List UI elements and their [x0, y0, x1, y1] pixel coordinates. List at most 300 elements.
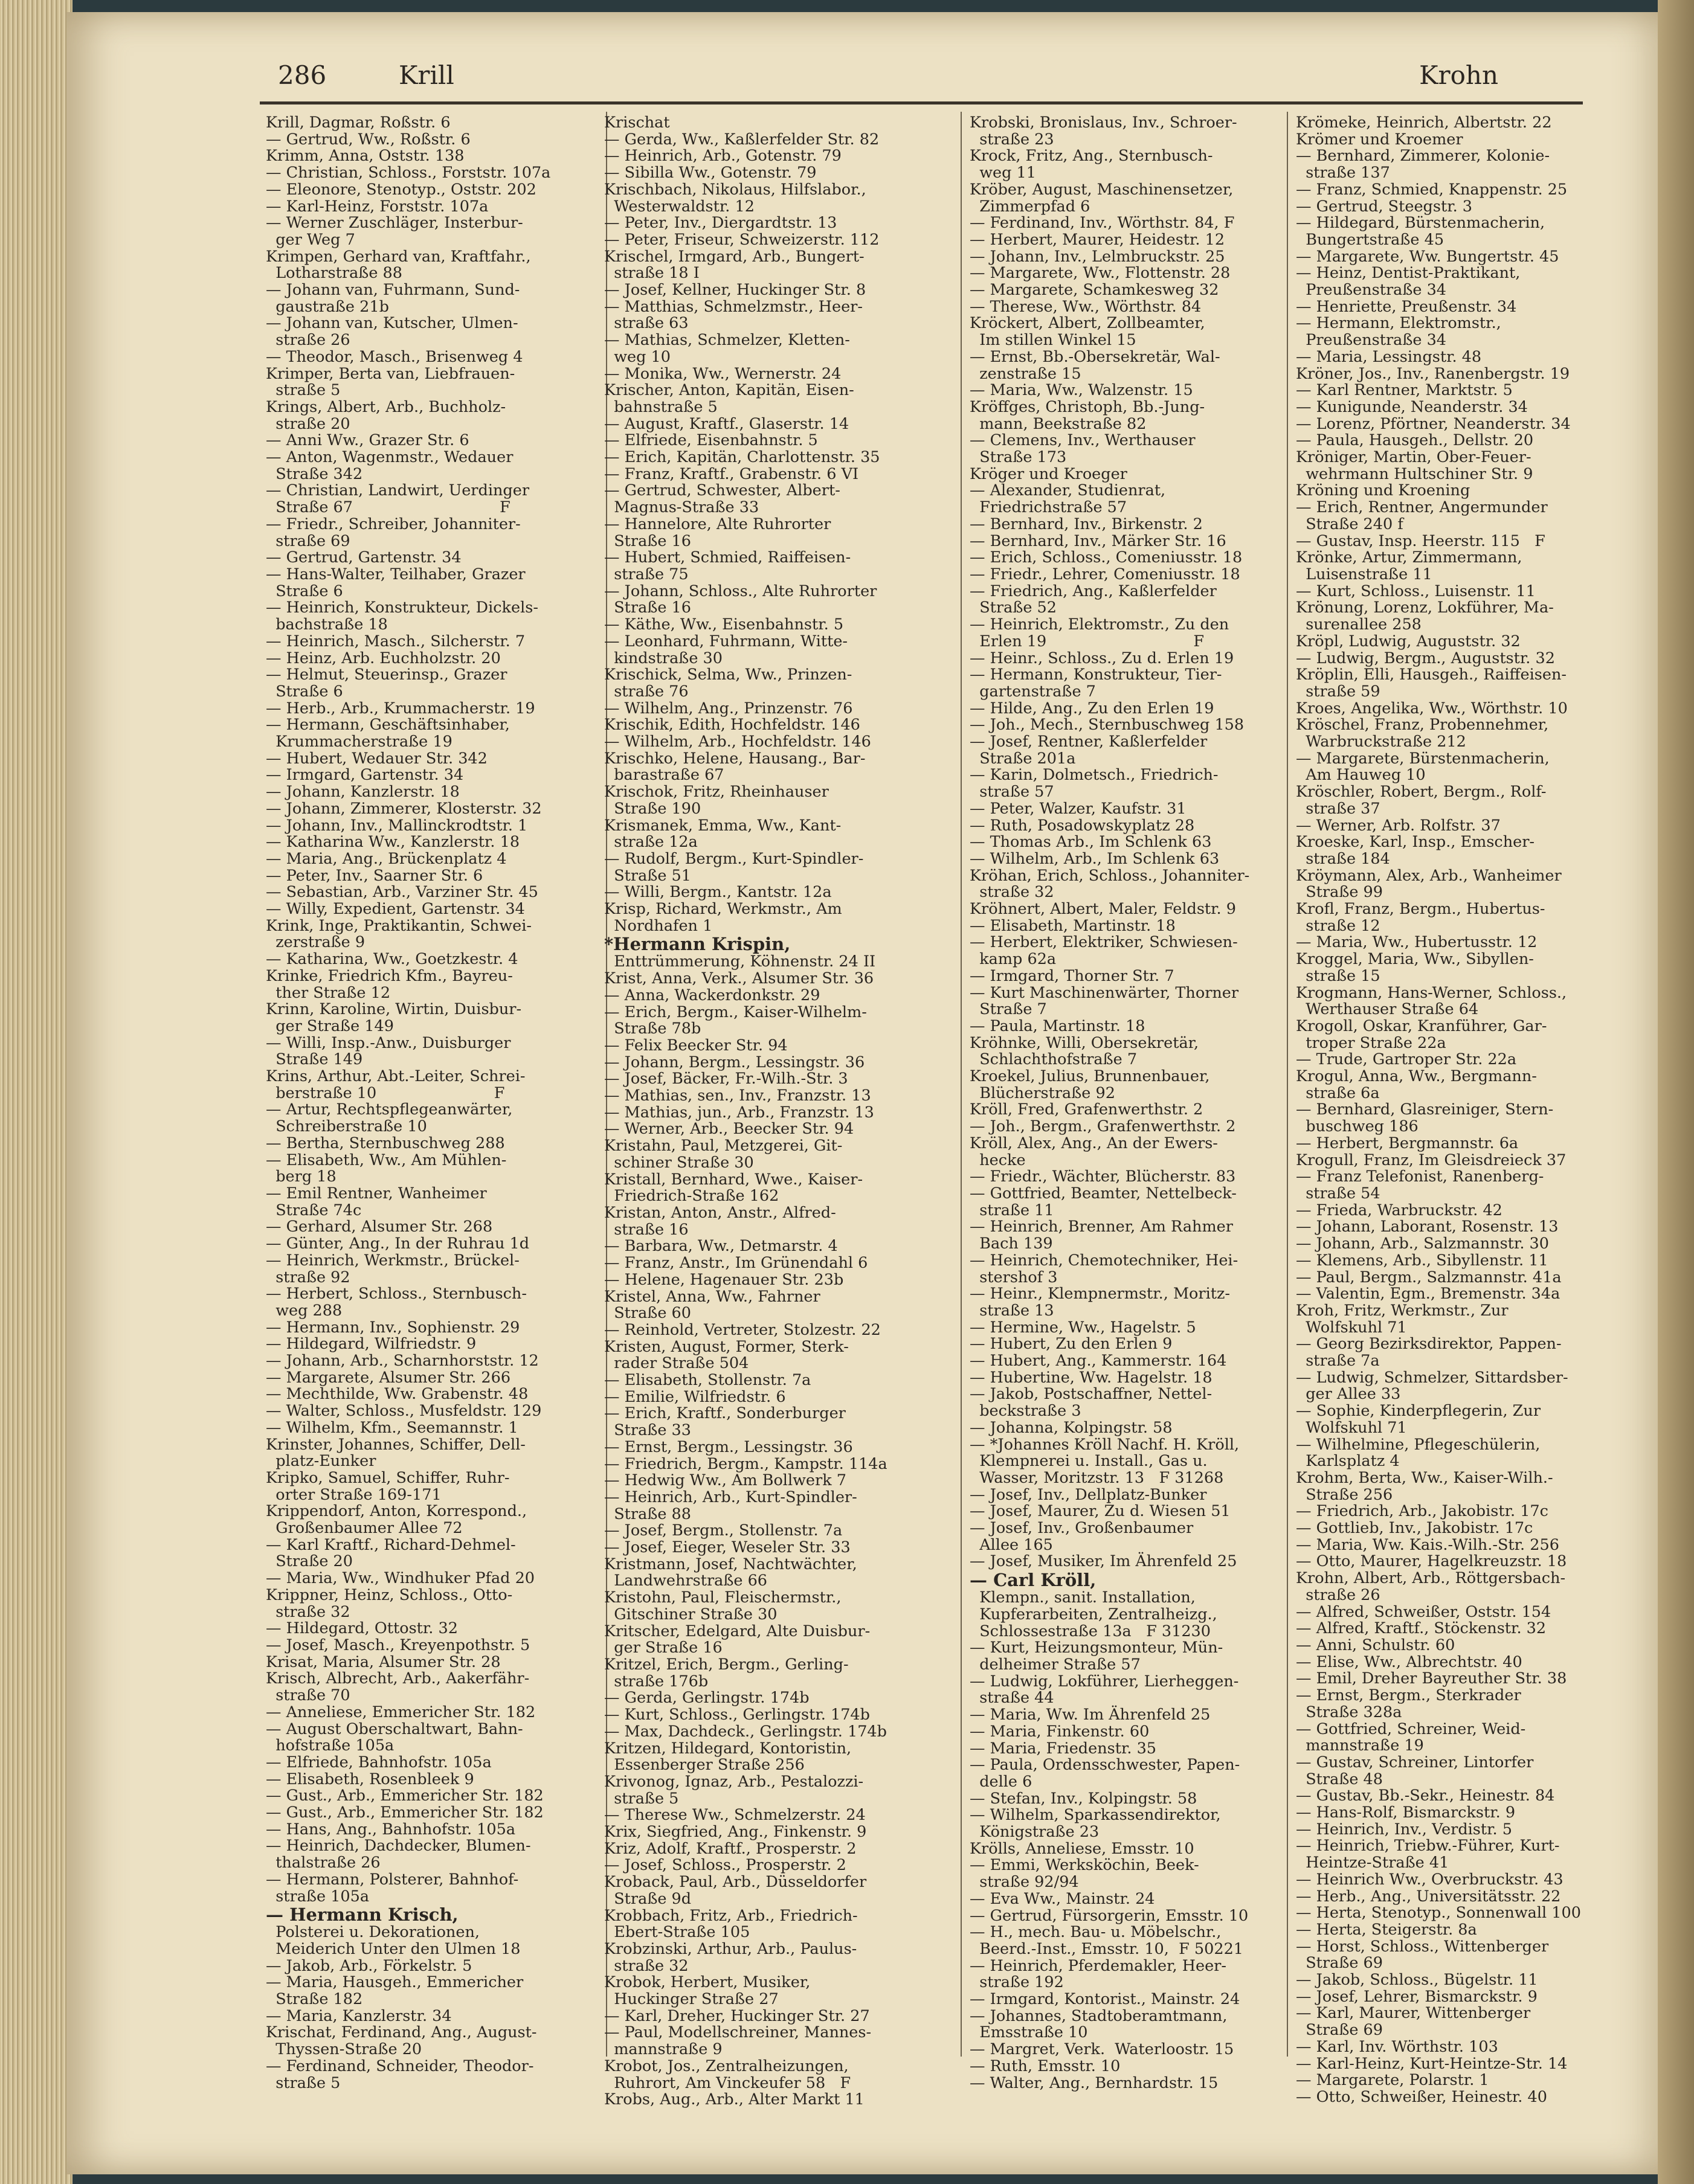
directory-entry: — Irmgard, Kontorist., Mainstr. 24	[970, 1990, 1240, 2009]
directory-entry: Straße 78b	[604, 1020, 701, 1038]
directory-entry: Straße 182	[266, 1990, 363, 2009]
directory-entry: — Monika, Ww., Wernerstr. 24	[604, 364, 842, 383]
directory-entry: Kröhnke, Willi, Obersekretär,	[970, 1033, 1199, 1052]
directory-entry: Krink, Inge, Praktikantin, Schwei-	[266, 916, 532, 935]
directory-entry: straße 13	[970, 1301, 1054, 1320]
directory-entry: — Hermann, Geschäftsinhaber,	[266, 716, 510, 734]
directory-entry: — Maria, Ww. Im Ährenfeld 25	[970, 1706, 1211, 1724]
directory-entry: — Eleonore, Stenotyp., Oststr. 202	[266, 180, 536, 199]
directory-entry: Ebert-Straße 105	[604, 1923, 750, 1942]
directory-entry: — Heinr., Klempnermstr., Moritz-	[970, 1285, 1231, 1303]
directory-entry: — Ferdinand, Schneider, Theodor-	[266, 2057, 534, 2075]
directory-entry: — Margarete, Bürstenmacherin,	[1296, 749, 1550, 768]
directory-entry: Blücherstraße 92	[970, 1084, 1115, 1102]
directory-entry: mannstraße 9	[604, 2040, 723, 2059]
directory-entry: — Josef, Kellner, Huckinger Str. 8	[604, 281, 866, 300]
directory-entry: Kröning und Kroening	[1296, 481, 1470, 500]
directory-entry: Krobs, Aug., Arb., Alter Markt 11	[604, 2090, 865, 2109]
directory-entry: — Max, Dachdeck., Gerlingstr. 174b	[604, 1722, 887, 1741]
directory-entry: Kröner, Jos., Inv., Ranenbergstr. 19	[1296, 364, 1570, 383]
directory-entry: Krischick, Selma, Ww., Prinzen-	[604, 666, 852, 684]
directory-entry: — Heinrich, Arb., Gotenstr. 79	[604, 147, 842, 165]
directory-entry: Karlsplatz 4	[1296, 1452, 1400, 1471]
directory-entry: delheimer Straße 57	[970, 1655, 1141, 1674]
directory-entry: straße 16	[604, 1220, 689, 1239]
directory-entry: — Heinrich, Arb., Kurt-Spindler-	[604, 1488, 857, 1506]
directory-entry: — Hildegard, Bürstenmacherin,	[1296, 214, 1545, 233]
directory-entry: — August, Kraftf., Glaserstr. 14	[604, 414, 849, 433]
directory-entry: — Gertrud, Fürsorgerin, Emsstr. 10	[970, 1906, 1249, 1925]
directory-entry: Krönke, Artur, Zimmermann,	[1296, 548, 1522, 567]
directory-entry: straße 59	[1296, 682, 1380, 701]
directory-entry: — Klemens, Arb., Sibyllenstr. 11	[1296, 1251, 1548, 1270]
directory-entry: thalstraße 26	[266, 1854, 381, 1872]
directory-entry: Bungertstraße 45	[1296, 230, 1444, 249]
directory-entry: — Ernst, Bergm., Lessingstr. 36	[604, 1437, 853, 1456]
directory-entry: — Gertrud, Steegstr. 3	[1296, 197, 1473, 216]
directory-entry: — Heinz, Arb. Euchholzstr. 20	[266, 649, 501, 667]
directory-entry: — Heinz, Dentist-Praktikant,	[1296, 264, 1521, 283]
directory-entry: — Katharina, Ww., Goetzkestr. 4	[266, 950, 518, 969]
directory-entry: — Ludwig, Lokführer, Lierheggen-	[970, 1672, 1239, 1691]
directory-entry: Straße 342	[266, 464, 363, 483]
directory-entry: — Anna, Wackerdonkstr. 29	[604, 986, 820, 1004]
directory-entry: — Karl-Heinz, Kurt-Heintze-Str. 14	[1296, 2054, 1568, 2073]
directory-entry: — Karl Rentner, Marktstr. 5	[1296, 381, 1513, 400]
directory-entry: — Hilde, Ang., Zu den Erlen 19	[970, 699, 1214, 718]
directory-entry: — Gustav, Bb.-Sekr., Heinestr. 84	[1296, 1787, 1555, 1805]
directory-entry: Straße 33	[604, 1421, 691, 1440]
directory-entry: — Erich, Kapitän, Charlottenstr. 35	[604, 448, 880, 467]
directory-entry: — Horst, Schloss., Wittenberger	[1296, 1937, 1549, 1956]
directory-entry: — Helmut, Steuerinsp., Grazer	[266, 666, 507, 684]
directory-entry: — Ferdinand, Inv., Wörthstr. 84, F	[970, 214, 1235, 233]
directory-entry: straße 12	[1296, 916, 1380, 935]
directory-entry: Straße 6	[266, 682, 343, 701]
directory-entry: zenstraße 15	[970, 364, 1081, 383]
directory-entry: Straße 69	[1296, 2021, 1383, 2040]
directory-entry: — Kurt, Schloss., Luisenstr. 11	[1296, 582, 1536, 600]
directory-entry: — Josef, Inv., Dellplatz-Bunker	[970, 1485, 1207, 1504]
directory-entry: — Paul, Modellschreiner, Mannes-	[604, 2023, 872, 2042]
directory-entry: Kröplin, Elli, Hausgeh., Raiffeisen-	[1296, 666, 1567, 684]
directory-entry: — Josef, Maurer, Zu d. Wiesen 51	[970, 1502, 1231, 1521]
directory-entry: Zimmerpfad 6	[970, 197, 1090, 216]
directory-entry: — Werner, Arb., Beecker Str. 94	[604, 1120, 854, 1139]
directory-entry: — Karl-Heinz, Forststr. 107a	[266, 197, 489, 216]
directory-entry: Straße 7	[970, 1000, 1047, 1019]
directory-entry: — Maria, Ww., Hubertusstr. 12	[1296, 933, 1538, 952]
directory-entry: ther Straße 12	[266, 983, 391, 1002]
directory-entry: — Josef, Inv., Großenbaumer	[970, 1519, 1194, 1538]
directory-entry: — Johann, Schloss., Alte Ruhrorter	[604, 582, 877, 600]
directory-entry: — Josef, Bergm., Stollenstr. 7a	[604, 1521, 843, 1540]
directory-entry: — Hubert, Zu den Erlen 9	[970, 1335, 1173, 1354]
directory-entry: — Hannelore, Alte Ruhrorter	[604, 515, 831, 533]
directory-entry: — Karl, Inv. Wörthstr. 103	[1296, 2037, 1498, 2056]
directory-entry: gaustraße 21b	[266, 297, 389, 316]
directory-entry: — Therese Ww., Schmelzerstr. 24	[604, 1806, 866, 1825]
directory-entry: — Irmgard, Gartenstr. 34	[266, 766, 464, 785]
directory-entry: — Hildegard, Wilfriedstr. 9	[266, 1335, 477, 1354]
directory-entry: straße 20	[266, 414, 350, 433]
directory-entry: straße 54	[1296, 1184, 1380, 1203]
directory-entry: Straße 67 F	[266, 498, 510, 517]
directory-entry: — Gerhard, Alsumer Str. 268	[266, 1218, 493, 1236]
directory-entry: Kritzen, Hildegard, Kontoristin,	[604, 1739, 852, 1758]
directory-entry: — Therese, Ww., Wörthstr. 84	[970, 297, 1202, 316]
directory-entry: — Alfred, Kraftf., Stöckenstr. 32	[1296, 1619, 1547, 1638]
directory-entry: — Emil Rentner, Wanheimer	[266, 1184, 487, 1203]
directory-entry: — Henriette, Preußenstr. 34	[1296, 297, 1517, 316]
directory-entry: — Theodor, Masch., Brisenweg 4	[266, 347, 523, 366]
directory-entry: — Heinrich, Elektromstr., Zu den	[970, 615, 1229, 634]
directory-entry: Erlen 19 F	[970, 632, 1205, 650]
directory-entry: — Kurt, Schloss., Gerlingstr. 174b	[604, 1706, 870, 1724]
directory-entry: — Karl, Dreher, Huckinger Str. 27	[604, 2006, 870, 2025]
directory-entry: Krins, Arthur, Abt.-Leiter, Schrei-	[266, 1067, 526, 1086]
directory-entry: — Johann van, Kutscher, Ulmen-	[266, 314, 518, 333]
directory-entry: berg 18	[266, 1167, 337, 1186]
directory-entry: — Ernst, Bb.-Obersekretär, Wal-	[970, 347, 1220, 366]
directory-entry: — Margarete, Alsumer Str. 266	[266, 1368, 511, 1387]
directory-entry: straße 23	[970, 130, 1054, 149]
directory-entry: Kröymann, Alex, Arb., Wanheimer	[1296, 866, 1562, 885]
directory-entry: Essenberger Straße 256	[604, 1756, 805, 1774]
directory-entry: Wolfskuhl 71	[1296, 1418, 1407, 1437]
facing-page-edge	[1658, 0, 1694, 2184]
directory-entry: — Thomas Arb., Im Schlenk 63	[970, 833, 1212, 852]
directory-entry: — Clemens, Inv., Werthauser	[970, 431, 1196, 450]
directory-entry: straße 6a	[1296, 1084, 1380, 1102]
directory-entry: — Joh., Bergm., Grafenwerthstr. 2	[970, 1117, 1236, 1136]
directory-entry: — Maria, Ang., Brückenplatz 4	[266, 849, 507, 868]
directory-entry: — Josef, Schloss., Prosperstr. 2	[604, 1856, 846, 1875]
directory-entry: zerstraße 9	[266, 933, 366, 952]
directory-entry: — Gertrud, Ww., Roßstr. 6	[266, 130, 471, 149]
directory-entry: straße 5	[266, 381, 341, 400]
directory-entry: — Hermann, Konstrukteur, Tier-	[970, 666, 1222, 684]
directory-entry: — Friedrich, Arb., Jakobistr. 17c	[1296, 1502, 1548, 1521]
directory-entry: — Reinhold, Vertreter, Stolzestr. 22	[604, 1320, 881, 1339]
directory-entry: — Josef, Musiker, Im Ährenfeld 25	[970, 1552, 1237, 1571]
directory-entry: Großenbaumer Allee 72	[266, 1519, 463, 1538]
directory-entry: Krist, Anna, Verk., Alsumer Str. 36	[604, 969, 874, 988]
directory-entry: — Kurt, Heizungsmonteur, Mün-	[970, 1639, 1223, 1657]
directory-entry: Krill, Dagmar, Roßstr. 6	[266, 114, 451, 132]
directory-entry: rader Straße 504	[604, 1354, 749, 1373]
directory-entry: — Mathias, jun., Arb., Franzstr. 13	[604, 1103, 874, 1122]
directory-entry: — Johannes, Stadtoberamtmann,	[970, 2006, 1228, 2025]
directory-entry: Kröpl, Ludwig, Auguststr. 32	[1296, 632, 1521, 650]
left-guide-word: Krill	[399, 60, 454, 90]
running-header	[278, 60, 1498, 103]
directory-entry: — Christian, Landwirt, Uerdinger	[266, 481, 530, 500]
directory-entry: — Elisabeth, Stollenstr. 7a	[604, 1371, 811, 1390]
directory-entry: — Paula, Martinstr. 18	[970, 1017, 1145, 1035]
directory-entry: — Eva Ww., Mainstr. 24	[970, 1889, 1155, 1908]
directory-entry: — Gust., Arb., Emmericher Str. 182	[266, 1787, 544, 1805]
directory-entry: — Elise, Ww., Albrechtstr. 40	[1296, 1652, 1522, 1671]
directory-entry: Nordhafen 1	[604, 916, 713, 935]
directory-entry: — Karl Kraftf., Richard-Dehmel-	[266, 1535, 516, 1554]
directory-entry: — Erich, Rentner, Angermunder	[1296, 498, 1548, 517]
directory-entry: Krischat	[604, 114, 670, 132]
directory-entry: ger Straße 16	[604, 1639, 723, 1657]
directory-entry: Krogull, Franz, Im Gleisdreieck 37	[1296, 1151, 1567, 1169]
directory-entry: — Ruth, Posadowskyplatz 28	[970, 816, 1195, 835]
directory-entry: — Hubertine, Ww. Hagelstr. 18	[970, 1368, 1213, 1387]
directory-entry: Schlachthofstraße 7	[970, 1050, 1138, 1069]
directory-entry: straße 37	[1296, 799, 1380, 818]
directory-entry: beckstraße 3	[970, 1402, 1081, 1421]
directory-entry: Allee 165	[970, 1535, 1053, 1554]
directory-entry: Friedrich-Straße 162	[604, 1187, 779, 1206]
directory-entry: — Hans-Walter, Teilhaber, Grazer	[266, 565, 526, 583]
directory-entry: Krismanek, Emma, Ww., Kant-	[604, 816, 842, 835]
directory-entry: — Heinrich, Werkmstr., Brückel-	[266, 1251, 520, 1270]
directory-entry: Krogmann, Hans-Werner, Schloss.,	[1296, 983, 1567, 1002]
directory-entry: — Elfriede, Bahnhofstr. 105a	[266, 1753, 492, 1771]
directory-entry: Straße 48	[1296, 1770, 1383, 1788]
directory-entry: Krobok, Herbert, Musiker,	[604, 1973, 811, 1992]
directory-entry: troper Straße 22a	[1296, 1033, 1446, 1052]
directory-entry: — Wilhelm, Sparkassendirektor,	[970, 1806, 1221, 1825]
directory-entry: Am Hauweg 10	[1296, 766, 1426, 785]
directory-column-4	[1296, 114, 1583, 2106]
directory-entry: — Wilhelm, Arb., Im Schlenk 63	[970, 849, 1220, 868]
directory-entry: straße 26	[266, 331, 350, 350]
directory-entry: — Wilhelmine, Pflegeschülerin,	[1296, 1435, 1541, 1454]
directory-entry: — Bernhard, Inv., Märker Str. 16	[970, 532, 1226, 550]
directory-entry: Straße 9d	[604, 1889, 692, 1908]
directory-entry: straße 32	[604, 1956, 689, 1975]
directory-entry: — Irmgard, Thorner Str. 7	[970, 966, 1174, 985]
directory-entry: Straße 60	[604, 1304, 691, 1323]
directory-entry: weg 11	[970, 164, 1037, 182]
directory-entry: — Artur, Rechtspflegeanwärter,	[266, 1100, 513, 1119]
directory-entry: — Rudolf, Bergm., Kurt-Spindler-	[604, 849, 864, 868]
directory-entry: Kroback, Paul, Arb., Düsseldorfer	[604, 1873, 867, 1892]
directory-entry: straße 92	[266, 1268, 350, 1286]
directory-entry: straße 76	[604, 682, 689, 701]
directory-entry: — Anni Ww., Grazer Str. 6	[266, 431, 469, 450]
directory-entry: Kröschel, Franz, Probennehmer,	[1296, 716, 1549, 734]
directory-entry: Straße 52	[970, 599, 1057, 617]
directory-entry: straße 137	[1296, 164, 1390, 182]
directory-entry: — Johann, Arb., Scharnhorststr. 12	[266, 1352, 539, 1370]
page-number: 286	[278, 60, 327, 90]
directory-entry: — Herta, Steigerstr. 8a	[1296, 1920, 1477, 1939]
directory-entry: — Friedr., Schreiber, Johanniter-	[266, 515, 521, 533]
directory-entry: Straße 51	[604, 866, 691, 885]
directory-entry: Krönung, Lorenz, Lokführer, Ma-	[1296, 599, 1554, 617]
directory-entry: Kröniger, Martin, Ober-Feuer-	[1296, 448, 1531, 467]
directory-entry: — Elisabeth, Rosenbleek 9	[266, 1770, 474, 1788]
directory-entry: Kritscher, Edelgard, Alte Duisbur-	[604, 1622, 871, 1640]
directory-entry: Krischko, Helene, Hausang., Bar-	[604, 749, 866, 768]
directory-entry: Kristahn, Paul, Metzgerei, Git-	[604, 1137, 843, 1155]
directory-entry: Krisat, Maria, Alsumer Str. 28	[266, 1652, 501, 1671]
directory-entry: bachstraße 18	[266, 615, 388, 634]
directory-entry: — Ruth, Emsstr. 10	[970, 2057, 1121, 2075]
directory-entry: — Gertrud, Gartenstr. 34	[266, 548, 462, 567]
directory-entry: — Walter, Ang., Bernhardstr. 15	[970, 2073, 1219, 2092]
directory-entry: — Elisabeth, Martinstr. 18	[970, 916, 1176, 935]
directory-entry: Straße 149	[266, 1050, 363, 1069]
directory-entry: straße 63	[604, 314, 689, 333]
directory-entry: — Anneliese, Emmericher Str. 182	[266, 1703, 536, 1721]
directory-entry: — Hildegard, Ottostr. 32	[266, 1619, 458, 1638]
directory-entry: Kröll, Fred, Grafenwerthstr. 2	[970, 1100, 1203, 1119]
directory-entry: ger Weg 7	[266, 230, 355, 249]
directory-entry: — Johann, Arb., Salzmannstr. 30	[1296, 1235, 1549, 1253]
directory-entry: Krischer, Anton, Kapitän, Eisen-	[604, 381, 854, 400]
directory-entry: — Barbara, Ww., Detmarstr. 4	[604, 1237, 838, 1256]
directory-entry: — Maria, Friedenstr. 35	[970, 1739, 1157, 1758]
directory-entry: — Franz, Anstr., Im Grünendahl 6	[604, 1254, 868, 1273]
directory-entry: — Johann van, Fuhrmann, Sund-	[266, 281, 520, 300]
directory-entry: Kristel, Anna, Ww., Fahrner	[604, 1287, 820, 1306]
directory-entry: — Maria, Ww. Kais.-Wilh.-Str. 256	[1296, 1535, 1559, 1554]
directory-entry: — Heinrich, Inv., Verdistr. 5	[1296, 1820, 1512, 1839]
directory-entry: orter Straße 169-171	[266, 1485, 442, 1504]
directory-entry: Kröffges, Christoph, Bb.-Jung-	[970, 397, 1205, 416]
directory-entry: Straße 69	[1296, 1954, 1383, 1973]
directory-entry: — Maria, Kanzlerstr. 34	[266, 2006, 452, 2025]
directory-entry: Kroeske, Karl, Insp., Emscher-	[1296, 833, 1535, 852]
directory-entry: — Sophie, Kinderpflegerin, Zur	[1296, 1402, 1541, 1421]
directory-entry: — Ludwig, Bergm., Auguststr. 32	[1296, 649, 1555, 667]
directory-entry: Werthauser Straße 64	[1296, 1000, 1479, 1019]
directory-entry: Luisenstraße 11	[1296, 565, 1432, 583]
directory-entry: gartenstraße 7	[970, 682, 1096, 701]
directory-entry: — Hans-Rolf, Bismarckstr. 9	[1296, 1803, 1516, 1822]
directory-entry: ger Allee 33	[1296, 1385, 1401, 1404]
directory-entry: Straße 88	[604, 1505, 691, 1523]
directory-entry: Straße 256	[1296, 1485, 1393, 1504]
directory-entry: straße 32	[970, 883, 1054, 902]
directory-entry: — Willi, Bergm., Kantstr. 12a	[604, 883, 832, 902]
directory-entry: — Anni, Schulstr. 60	[1296, 1636, 1455, 1654]
directory-entry: — Franz, Schmied, Knappenstr. 25	[1296, 180, 1568, 199]
directory-entry: — Frieda, Warbruckstr. 42	[1296, 1201, 1502, 1219]
directory-entry: — Ludwig, Schmelzer, Sittardsber-	[1296, 1368, 1568, 1387]
directory-entry: — H., mech. Bau- u. Möbelschr.,	[970, 1923, 1222, 1942]
directory-entry: Wasser, Moritzstr. 13 F 31268	[970, 1468, 1224, 1487]
directory-entry: Straße 173	[970, 448, 1067, 467]
directory-entry: — Gust., Arb., Emmericher Str. 182	[266, 1803, 544, 1822]
directory-entry: — Katharina Ww., Kanzlerstr. 18	[266, 833, 520, 852]
directory-entry: — Matthias, Schmelzmstr., Heer-	[604, 297, 863, 316]
directory-entry: — Werner, Arb. Rolfstr. 37	[1296, 816, 1501, 835]
directory-entry: — Maria, Finkenstr. 60	[970, 1722, 1150, 1741]
directory-entry: Kripko, Samuel, Schiffer, Ruhr-	[266, 1468, 510, 1487]
directory-entry: Beerd.-Inst., Emsstr. 10, F 50221	[970, 1939, 1244, 1958]
right-guide-word: Krohn	[1419, 60, 1498, 90]
directory-entry: straße 11	[970, 1201, 1054, 1219]
directory-entry: — Karl, Maurer, Wittenberger	[1296, 2004, 1531, 2023]
directory-entry: Krobski, Bronislaus, Inv., Schroer-	[970, 114, 1237, 132]
directory-entry: — Johann, Zimmerer, Klosterstr. 32	[266, 799, 542, 818]
directory-entry: — Trude, Gartroper Str. 22a	[1296, 1050, 1517, 1069]
directory-entry: Straße 16	[604, 599, 691, 617]
directory-entry: — Gustav, Insp. Heerstr. 115 F	[1296, 532, 1545, 550]
directory-entry: — Hedwig Ww., Am Bollwerk 7	[604, 1471, 846, 1490]
directory-entry: — Heinrich, Dachdecker, Blumen-	[266, 1837, 531, 1855]
directory-entry: — Margarete, Schamkesweg 32	[970, 281, 1219, 300]
directory-entry: — Helene, Hagenauer Str. 23b	[604, 1270, 844, 1289]
directory-entry: — Bertha, Sternbuschweg 288	[266, 1134, 505, 1152]
directory-entry: — Hubert, Ang., Kammerstr. 164	[970, 1352, 1227, 1370]
directory-entry: Königstraße 23	[970, 1823, 1100, 1842]
directory-column-2	[604, 114, 939, 2109]
directory-entry: — Josef, Eieger, Weseler Str. 33	[604, 1538, 851, 1557]
directory-entry: wehrmann Hultschiner Str. 9	[1296, 464, 1533, 483]
column-divider	[961, 112, 962, 2057]
directory-entry: — Elisabeth, Ww., Am Mühlen-	[266, 1151, 507, 1169]
directory-entry: Kristen, August, Former, Sterk-	[604, 1337, 849, 1356]
directory-entry: — Hermine, Ww., Hagelstr. 5	[970, 1318, 1196, 1337]
directory-entry: — Herb., Ang., Universitätsstr. 22	[1296, 1887, 1561, 1906]
directory-entry: Wolfskuhl 71	[1296, 1318, 1407, 1337]
directory-entry: — Jakob, Schloss., Bügelstr. 11	[1296, 1971, 1538, 1990]
directory-entry: — Friedrich, Bergm., Kampstr. 114a	[604, 1454, 887, 1473]
directory-entry: — Johann, Bergm., Lessingstr. 36	[604, 1053, 865, 1071]
directory-entry: Heintze-Straße 41	[1296, 1854, 1449, 1872]
directory-entry: Krisch, Albrecht, Arb., Aakerfähr-	[266, 1669, 530, 1688]
directory-entry: — Willi, Insp.-Anw., Duisburger	[266, 1033, 511, 1052]
directory-entry: — Margarete, Ww. Bungertstr. 45	[1296, 247, 1559, 266]
directory-entry: Krobot, Jos., Zentralheizungen,	[604, 2057, 849, 2075]
directory-entry: — Gerda, Gerlingstr. 174b	[604, 1689, 810, 1707]
directory-entry: — Sebastian, Arb., Varziner Str. 45	[266, 883, 538, 902]
column-divider	[1287, 112, 1288, 2057]
directory-entry: — Paula, Ordensschwester, Papen-	[970, 1756, 1240, 1774]
directory-entry: — Gertrud, Schwester, Albert-	[604, 481, 840, 500]
directory-entry: — Lorenz, Pförtner, Neanderstr. 34	[1296, 414, 1571, 433]
directory-entry: straße 5	[266, 2073, 341, 2092]
directory-entry: straße 192	[970, 1973, 1064, 1992]
directory-entry: Huckinger Straße 27	[604, 1990, 779, 2009]
directory-entry: ger Straße 149	[266, 1017, 394, 1035]
directory-entry: — Georg Bezirksdirektor, Pappen-	[1296, 1335, 1562, 1354]
directory-entry: — Josef, Lehrer, Bismarckstr. 9	[1296, 1987, 1538, 2006]
directory-entry: Kröber, August, Maschinensetzer,	[970, 180, 1234, 199]
directory-entry: — Friedr., Lehrer, Comeniusstr. 18	[970, 565, 1240, 583]
directory-entry: — Paula, Hausgeh., Dellstr. 20	[1296, 431, 1534, 450]
directory-entry: Kröhan, Erich, Schloss., Johanniter-	[970, 866, 1250, 885]
directory-entry: — Emil, Dreher Bayreuther Str. 38	[1296, 1669, 1567, 1688]
directory-entry: straße 69	[266, 532, 350, 550]
directory-entry: — Herbert, Maurer, Heidestr. 12	[970, 230, 1225, 249]
directory-entry: Thyssen-Straße 20	[266, 2040, 422, 2059]
directory-entry: — Bernhard, Glasreiniger, Stern-	[1296, 1100, 1554, 1119]
directory-entry: bahnstraße 5	[604, 397, 718, 416]
directory-entry: — Josef, Rentner, Kaßlerfelder	[970, 733, 1208, 751]
directory-entry: — Karin, Dolmetsch., Friedrich-	[970, 766, 1219, 785]
directory-entry: — Bernhard, Inv., Birkenstr. 2	[970, 515, 1203, 533]
directory-entry: — Herbert, Schloss., Sternbusch-	[266, 1285, 527, 1303]
directory-entry: Lotharstraße 88	[266, 264, 402, 283]
directory-entry: straße 7a	[1296, 1352, 1380, 1370]
directory-entry: straße 184	[1296, 849, 1390, 868]
directory-entry: — Emilie, Wilfriedstr. 6	[604, 1387, 786, 1406]
directory-entry: — Franz Telefonist, Ranenberg-	[1296, 1167, 1544, 1186]
directory-entry: — Peter, Inv., Saarner Str. 6	[266, 866, 483, 885]
directory-entry: — Joh., Mech., Sternbuschweg 158	[970, 716, 1245, 734]
directory-entry: Krömeke, Heinrich, Albertstr. 22	[1296, 114, 1552, 132]
